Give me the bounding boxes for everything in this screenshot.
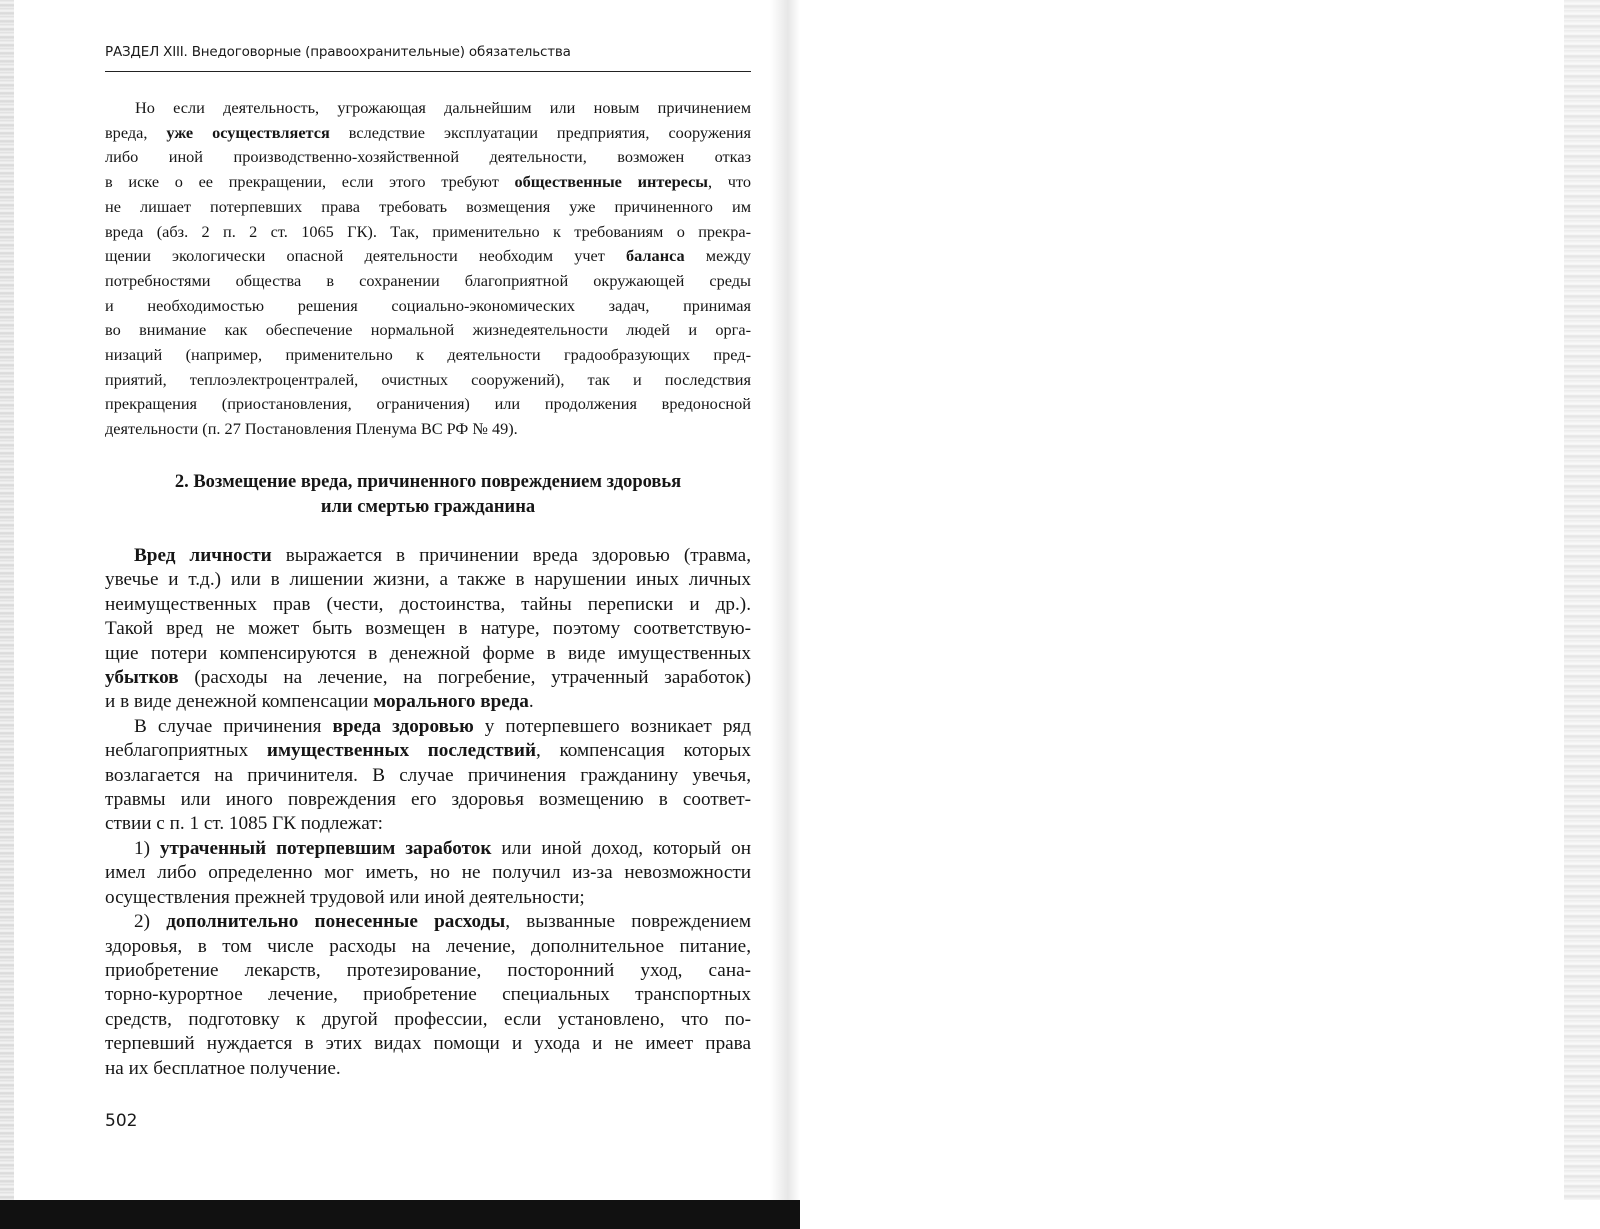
list-item-line: торно-курортное лечение, приобретение специальных транспортных [105,984,751,1006]
text-line: либо иной производственно-хозяйственной деятельности, возможен отказ [105,147,751,167]
text-line: травмы или иного повреждения его здоровья возмещению в соответ- [105,789,751,811]
text-line: приятий, теплоэлектроцентралей, очистных сооружений), так и последствия [105,369,751,389]
text-line: не лишает потерпевших права требовать возмещения уже причиненного им [105,196,751,216]
text-line: вреда (абз. 2 п. 2 ст. 1065 ГК). Так, применительно к требованиям о прекра- [105,221,751,241]
section-heading [105,470,751,520]
text-line: в иске о ее прекращении, если этого требуют общественные интересы, что [105,172,752,192]
section-body [105,544,751,1081]
paragraph-1 [105,96,751,442]
running-head: РАЗДЕЛ XIII. Внедоговорные (правоохранительные) обязательства [105,44,571,60]
bold-term: убытков [105,667,179,689]
text-line: увечье и т.д.) или в лишении жизни, а также в нарушении иных личных [105,569,751,591]
page-edge-right [1564,0,1600,1200]
text-line: В случае причинения вреда здоровью у потерпевшего возникает ряд [134,715,751,737]
text-line: Такой вред не может быть возмещен в натуре, поэтому соответствую- [105,618,751,640]
list-item-line: здоровья, в том числе расходы на лечение, дополнительное питание, [105,935,751,957]
text-line: вреда, уже осуществляется вследствие эксплуатации предприятия, сооружения [105,122,751,142]
scan-bottom-border [0,1200,800,1229]
bold-term: уже осуществляется [166,122,330,142]
section-heading-line: 2. Возмещение вреда, причиненного повреждением здоровья [174,472,682,492]
text-line: во внимание как обеспечение нормальной жизнедеятельности людей и орга- [105,320,751,340]
text-line: щие потери компенсируются в денежной форме в виде имущественных [105,642,751,664]
text-line: ствии с п. 1 ст. 1085 ГК подлежат: [105,813,383,835]
text-line: и в виде денежной компенсации морального вреда. [105,691,534,713]
list-item-line: терпевший нуждается в этих видах помощи и ухода и не имеет права [105,1033,751,1055]
bold-term: имущественных последствий [266,740,537,762]
text-line: неблагоприятных имущественных последствий, компенсация которых [105,740,751,762]
bold-term: общественные интересы [514,172,709,192]
text-line: неимущественных прав (чести, достоинства, тайны переписки и др.). [105,593,751,615]
list-item-line: осуществления прежней трудовой или иной деятельности; [105,886,585,908]
text-line: щении экологически опасной деятельности необходим учет баланса между [105,246,751,266]
left-page [0,0,800,1200]
text-line: Вред личности выражается в причинении вреда здоровью (травма, [134,545,751,566]
list-item-line: имел либо определенно мог иметь, но не получил из-за невозможности [105,862,751,884]
header-rule [105,71,751,72]
text-line: прекращения (приостановления, ограничения) или продолжения вредоносной [105,394,751,414]
section-heading-line: или смертью гражданина [320,497,536,517]
bold-term: утраченный потерпевшим заработок [159,837,492,859]
list-item-line: на их бесплатное получение. [105,1057,341,1079]
text-line: Но если деятельность, угрожающая дальнейшим или новым причинением [135,98,751,117]
list-item-line: средств, подготовку к другой профессии, если установлено, что по- [105,1008,751,1030]
list-item-line: 1) утраченный потерпевшим заработок или иной доход, который он [134,837,752,859]
text-line: низаций (например, применительно к деятельности градообразующих пред- [105,345,751,365]
list-item-line: 2) дополнительно понесенные расходы, вызванные повреждением [134,911,752,933]
page-number: 502 [105,1111,138,1131]
text-line: убытков (расходы на лечение, на погребение, утраченный заработок) [105,667,751,689]
bold-term: дополнительно понесенные расходы [166,911,506,933]
bold-term: вреда здоровью [332,715,474,737]
bold-term: морального вреда [373,691,529,713]
list-item-line: приобретение лекарств, протезирование, посторонний уход, сана- [105,959,751,981]
text-line: деятельности (п. 27 Постановления Пленума ВС РФ № 49). [105,419,518,439]
text-line: возлагается на причинителя. В случае причинения гражданину увечья, [105,764,751,786]
bold-term: баланса [626,246,685,266]
text-line: и необходимостью решения социально-экономических задач, принимая [105,295,751,315]
text-line: потребностями общества в сохранении благоприятной окружающей среды [105,270,751,290]
bold-term: Вред личности [134,545,272,566]
